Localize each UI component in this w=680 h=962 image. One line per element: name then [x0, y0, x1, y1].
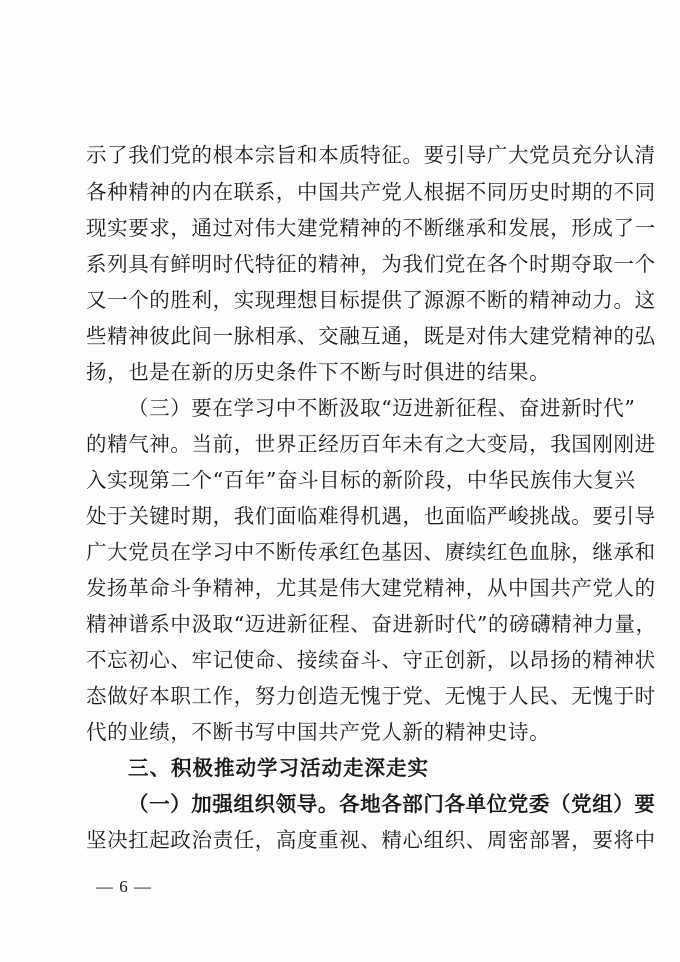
paragraph-line: 现实要求，通过对伟大建党精神的不断继承和发展，形成了一 [86, 216, 656, 240]
paragraph-line: 代的业绩，不断书写中国共产党人新的精神史诗。 [86, 720, 551, 744]
subsection-heading-line: （一）加强组织领导。各地各部门各单位党委（党组）要 [128, 792, 656, 816]
paragraph-line: 精神谱系中汲取“迈进新征程、奋进新时代”的磅礴精神力量， [86, 612, 657, 636]
paragraph-line: 些精神彼此间一脉相承、交融互通，既是对伟大建党精神的弘 [86, 324, 656, 348]
paragraph-line: 坚决扛起政治责任，高度重视、精心组织、周密部署，要将中 [86, 828, 656, 852]
page-number: — 6 — [96, 877, 152, 896]
subsection-heading-line: （三）要在学习中不断汲取“迈进新征程、奋进新时代” [128, 396, 636, 420]
paragraph-line: 示了我们党的根本宗旨和本质特征。要引导广大党员充分认清 [86, 143, 656, 167]
paragraph-line: 的精气神。当前，世界正经历百年未有之大变局，我国刚刚进 [86, 432, 656, 456]
paragraph-line: 不忘初心、牢记使命、接续奋斗、守正创新，以昂扬的精神状 [86, 648, 656, 672]
paragraph-line: 扬，也是在新的历史条件下不断与时俱进的结果。 [86, 360, 551, 384]
paragraph-line: 发扬革命斗争精神，尤其是伟大建党精神，从中国共产党人的 [86, 576, 656, 600]
paragraph-line: 广大党员在学习中不断传承红色基因、赓续红色血脉，继承和 [86, 540, 656, 564]
paragraph-line: 又一个的胜利，实现理想目标提供了源源不断的精神动力。这 [86, 288, 656, 312]
paragraph-line: 系列具有鲜明时代特征的精神，为我们党在各个时期夺取一个 [86, 252, 656, 276]
paragraph-line: 各种精神的内在联系，中国共产党人根据不同历史时期的不同 [86, 180, 656, 204]
paragraph-line: 处于关键时期，我们面临难得机遇，也面临严峻挑战。要引导 [86, 504, 656, 528]
paragraph-line: 入实现第二个“百年”奋斗目标的新阶段，中华民族伟大复兴 [86, 468, 636, 492]
paragraph-line: 态做好本职工作，努力创造无愧于党、无愧于人民、无愧于时 [86, 684, 656, 708]
section-heading: 三、积极推动学习活动走深走实 [128, 756, 429, 780]
